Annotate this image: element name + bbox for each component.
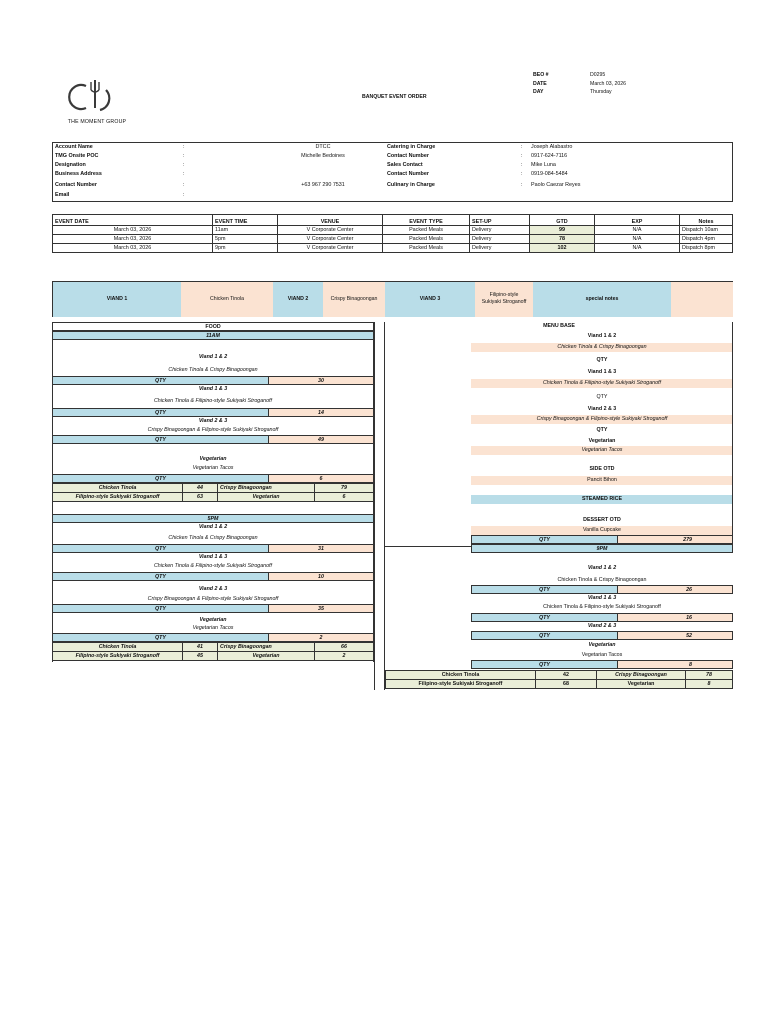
menu-border: [385, 322, 733, 546]
am-viand-13: Viand 1 & 3: [198, 386, 228, 392]
pm-vegetarian: Vegetarian: [199, 617, 227, 623]
viand-3-label: VIAND 3: [385, 282, 475, 317]
pm-viand-23-qty: QTY 35: [52, 604, 374, 613]
viand-3-value: [475, 282, 533, 317]
menu-viand-12: Viand 1 & 2: [587, 333, 617, 339]
pm-vegetarian-qty: QTY 2: [52, 633, 374, 642]
info-row: Sales Contact : Mike Luna: [387, 162, 556, 168]
account-info-left: [53, 143, 405, 200]
am-viand-13-desc: Chicken Tinola & Filipino-style Sukiyaki Stroganoff: [153, 398, 272, 404]
food-section: [52, 322, 374, 662]
info-row: Email :: [55, 192, 185, 198]
info-row: Account Name : DTCC: [55, 144, 331, 150]
events-header-row: EVENT DATE EVENT TIME VENUE EVENT TYPE SET-UP GTD EXP Notes: [53, 215, 733, 226]
menu-qty-3: QTY: [596, 427, 608, 433]
viand-3-line2: Sukiyaki Stroganoff: [481, 299, 527, 305]
totals-row: Chicken Tinola 42 Crispy Binagoongan 78: [386, 671, 733, 680]
night-vegetarian-qty: QTY 8: [471, 660, 733, 669]
menu-total-qty: QTY 279: [471, 535, 733, 544]
totals-row: Filipino-style Sukiyaki Stroganoff 63 Vegetarian 6: [53, 493, 374, 502]
viand-1-value: Chicken Tinola: [181, 282, 273, 317]
events-row: March 03, 2026 5pm V Corporate Center Packed Meals Delivery 78 N/A Dispatch 4pm: [53, 235, 733, 244]
night-viand-12: Viand 1 & 2: [587, 565, 617, 571]
am-vegetarian: Vegetarian: [199, 456, 227, 462]
food-11am-label: 11AM: [52, 331, 374, 340]
food-title: FOOD: [52, 322, 374, 331]
am-viand-13-qty: QTY 14: [52, 408, 374, 417]
info-row: Designation :: [55, 162, 185, 168]
totals-row: Filipino-style Sukiyaki Stroganoff 45 Vegetarian 2: [53, 652, 374, 661]
menu-viand-13: Viand 1 & 3: [587, 369, 617, 375]
am-viand-23-desc: Crispy Binagoongan & Filipino-style Sukiyaki Stroganoff: [147, 427, 279, 433]
menu-viand-23: Viand 2 & 3: [587, 406, 617, 412]
pm-viand-13-desc: Chicken Tinola & Filipino-style Sukiyaki Stroganoff: [153, 563, 272, 569]
beo-label: BEO #: [533, 72, 549, 78]
night-viand-13-desc: Chicken Tinola & Filipino-style Sukiyaki Stroganoff: [543, 604, 661, 610]
date-value: March 03, 2026: [590, 80, 627, 87]
company-name: THE MOMENT GROUP: [67, 119, 127, 125]
menu-viand-12-desc: Chicken Tinola & Crispy Binagoongan: [471, 343, 733, 352]
events-row: March 03, 2026 11am V Corporate Center Packed Meals Delivery 99 N/A Dispatch 10am: [53, 226, 733, 235]
night-viand-13-qty: QTY 16: [471, 613, 733, 622]
night-viand-12-qty: QTY 26: [471, 585, 733, 594]
night-9pm-label: 9PM: [471, 544, 733, 553]
viand-1-label: VIAND 1: [53, 282, 181, 317]
beo-block: [533, 71, 626, 97]
menu-viand-13-desc: Chicken Tinola & Filipino-style Sukiyaki Stroganoff: [471, 379, 733, 388]
menu-dessert-desc: Vanilla Cupcake: [471, 526, 733, 535]
menu-steamed-rice: STEAMED RICE: [471, 495, 733, 504]
night-viand-23: Viand 2 & 3: [587, 623, 617, 629]
info-row: Contact Number : 0917-624-7116: [387, 153, 568, 159]
events-row: March 03, 2026 9pm V Corporate Center Packed Meals Delivery 102 N/A Dispatch 8pm: [53, 244, 733, 253]
section-rule: [385, 546, 471, 547]
column-divider: [374, 322, 385, 690]
pm-vegetarian-desc: Vegetarian Tacos: [192, 625, 234, 631]
menu-side-desc: Pancit Bihon: [471, 476, 733, 485]
info-row: Contact Number : 0919-084-5484: [387, 171, 568, 177]
am-viand-12: Viand 1 & 2: [198, 354, 228, 360]
info-row: Catering in Charge : Joseph Alabastro: [387, 144, 573, 150]
pm-viand-23-desc: Crispy Binagoongan & Filipino-style Sukiyaki Stroganoff: [147, 596, 279, 602]
menu-qty-1: QTY: [596, 357, 608, 363]
night-viand-23-qty: QTY 52: [471, 631, 733, 640]
date-label: DATE: [533, 80, 547, 87]
events-table: [52, 214, 733, 253]
day-value: Thursday: [590, 89, 612, 95]
menu-qty-2: QTY: [596, 394, 608, 400]
night-vegetarian-desc: Vegetarian Tacos: [581, 652, 623, 658]
am-viand-23: Viand 2 & 3: [198, 418, 228, 424]
special-notes-value: [671, 282, 733, 317]
document-title: BANQUET EVENT ORDER: [362, 94, 427, 100]
viand-bar: [52, 281, 733, 317]
info-row: Culinary in Charge : Paolo Caezar Reyes: [387, 181, 581, 188]
am-viand-12-desc: Chicken Tinola & Crispy Binagoongan: [168, 367, 258, 373]
info-row: Business Address :: [55, 171, 185, 177]
menu-base-section: [385, 322, 733, 692]
night-totals-table: [385, 670, 733, 689]
am-viand-23-qty: QTY 49: [52, 435, 374, 444]
account-info-right: [385, 143, 582, 191]
night-viand-13: Viand 1 & 3: [587, 595, 617, 601]
account-info-box: [52, 142, 733, 202]
menu-vegetarian-desc: Vegetarian Tacos: [471, 446, 733, 455]
pm-viand-12-desc: Chicken Tinola & Crispy Binagoongan: [168, 535, 258, 541]
pm-viand-13: Viand 1 & 3: [198, 554, 228, 560]
food-5pm-label: 5PM: [52, 514, 374, 523]
menu-viand-23-desc: Crispy Binagoongan & Filipino-style Sukiyaki Stroganoff: [471, 415, 733, 424]
am-viand-12-qty: QTY 30: [52, 376, 374, 385]
viand-2-value: Crispy Binagoongan: [323, 282, 385, 317]
menu-title: MENU BASE: [543, 323, 575, 329]
am-vegetarian-desc: Vegetarian Tacos: [192, 465, 234, 471]
am-vegetarian-qty: QTY 6: [52, 474, 374, 483]
viand-2-label: VIAND 2: [273, 282, 323, 317]
totals-row: Chicken Tinola 44 Crispy Binagoongan 79: [53, 484, 374, 493]
menu-vegetarian: Vegetarian: [588, 438, 616, 444]
company-logo: [62, 76, 132, 125]
food-border: [52, 322, 374, 662]
special-notes-label: special notes: [533, 282, 671, 317]
totals-row: Chicken Tinola 41 Crispy Binagoongan 66: [53, 643, 374, 652]
beo-value: D0295: [590, 72, 606, 78]
pm-viand-12-qty: QTY 31: [52, 544, 374, 553]
day-label: DAY: [533, 89, 544, 95]
night-vegetarian: Vegetarian: [588, 642, 616, 648]
info-row: Contact Number : +63 967 290 7531: [55, 181, 345, 188]
info-row: TMG Onsite POC : Michelle Bedoines: [55, 153, 345, 159]
night-viand-12-desc: Chicken Tinola & Crispy Binagoongan: [557, 577, 647, 583]
viand-3-line1: Filipino-style: [489, 292, 519, 298]
menu-side-otd: SIDE OTD: [589, 466, 615, 472]
menu-dessert-otd: DESSERT OTD: [583, 517, 621, 523]
fork-logo-icon: [62, 76, 132, 112]
totals-row: Filipino-style Sukiyaki Stroganoff 68 Vegetarian 8: [386, 680, 733, 689]
pm-viand-13-qty: QTY 10: [52, 572, 374, 581]
pm-viand-23: Viand 2 & 3: [198, 586, 228, 592]
pm-viand-12: Viand 1 & 2: [198, 524, 228, 530]
